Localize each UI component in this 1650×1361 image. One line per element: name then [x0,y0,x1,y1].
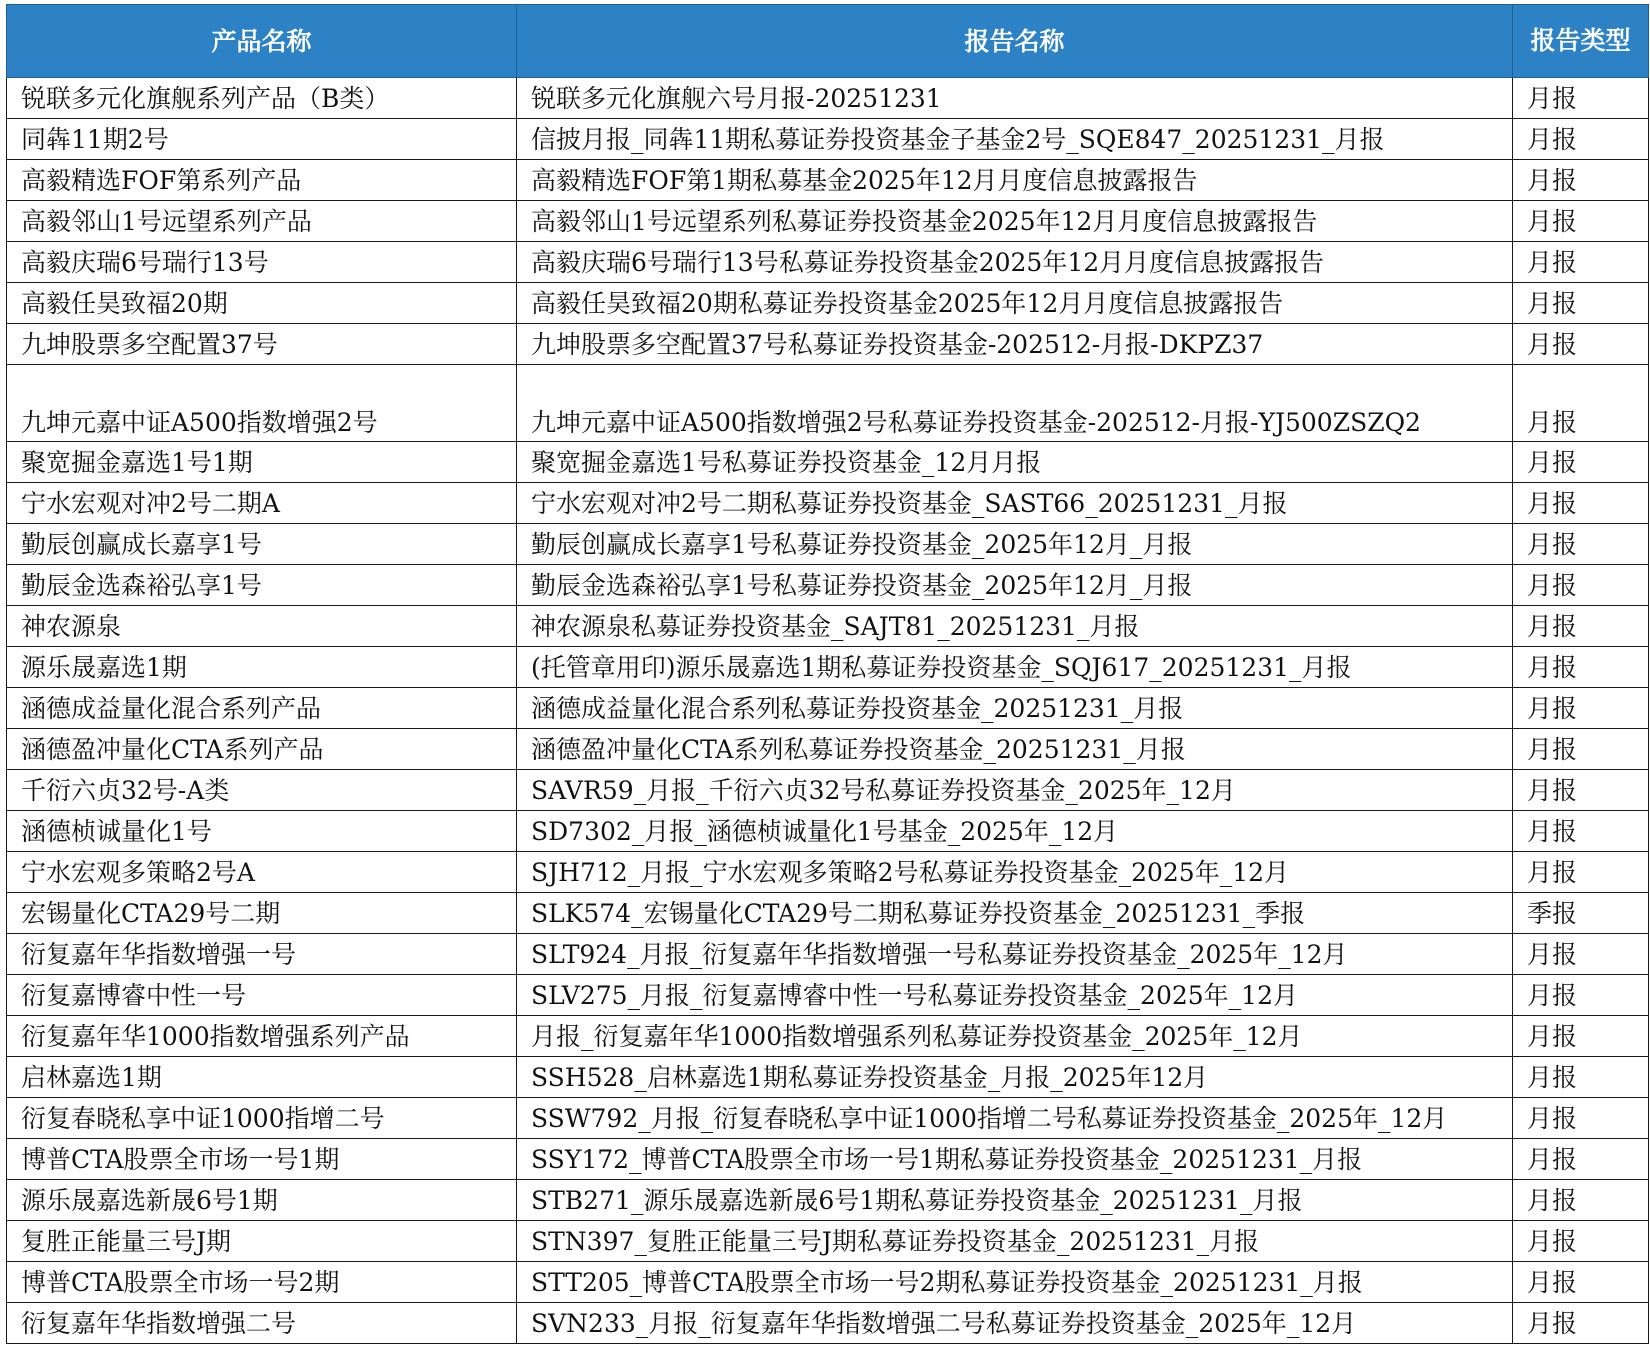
product-name-cell: 聚宽掘金嘉选1号1期 [7,442,517,483]
header-row [7,5,1649,78]
report-type-cell: 月报 [1513,606,1649,647]
report-type-cell: 月报 [1513,483,1649,524]
report-name-cell: SJH712_月报_宁水宏观多策略2号私募证券投资基金_2025年_12月 [517,852,1513,893]
report-name-cell: SVN233_月报_衍复嘉年华指数增强二号私募证券投资基金_2025年_12月 [517,1303,1513,1344]
report-name-cell: SD7302_月报_涵德桢诚量化1号基金_2025年_12月 [517,811,1513,852]
report-type-cell: 月报 [1513,1098,1649,1139]
report-name-cell: 高毅任昊致福20期私募证券投资基金2025年12月月度信息披露报告 [517,283,1513,324]
table-row[interactable] [7,1098,1649,1139]
report-type-cell: 季报 [1513,893,1649,934]
report-type-cell: 月报 [1513,688,1649,729]
product-name-cell: 宁水宏观对冲2号二期A [7,483,517,524]
report-type-cell: 月报 [1513,770,1649,811]
report-type-cell: 月报 [1513,442,1649,483]
table-row[interactable] [7,647,1649,688]
table-row[interactable] [7,852,1649,893]
report-name-cell: 信披月报_同犇11期私募证券投资基金子基金2号_SQE847_20251231_月报 [517,119,1513,160]
report-type-cell: 月报 [1513,160,1649,201]
table-row[interactable] [7,606,1649,647]
report-type-cell: 月报 [1513,242,1649,283]
product-name-cell: 宁水宏观多策略2号A [7,852,517,893]
product-name-cell: 神农源泉 [7,606,517,647]
report-name-cell: (托管章用印)源乐晟嘉选1期私募证券投资基金_SQJ617_20251231_月报 [517,647,1513,688]
report-type-cell: 月报 [1513,324,1649,365]
report-name-cell: 月报_衍复嘉年华1000指数增强系列私募证券投资基金_2025年_12月 [517,1016,1513,1057]
table-row[interactable] [7,1303,1649,1344]
product-name-cell: 衍复嘉博睿中性一号 [7,975,517,1016]
header-product-name[interactable]: 产品名称 [7,5,517,78]
report-name-cell: 锐联多元化旗舰六号月报-20251231 [517,78,1513,119]
report-name-cell: SLV275_月报_衍复嘉博睿中性一号私募证券投资基金_2025年_12月 [517,975,1513,1016]
report-name-cell: SSH528_启林嘉选1期私募证券投资基金_月报_2025年12月 [517,1057,1513,1098]
report-name-cell: 勤辰创赢成长嘉享1号私募证券投资基金_2025年12月_月报 [517,524,1513,565]
table-row[interactable] [7,1221,1649,1262]
product-name-cell: 衍复嘉年华指数增强二号 [7,1303,517,1344]
report-name-cell: 勤辰金选森裕弘享1号私募证券投资基金_2025年12月_月报 [517,565,1513,606]
report-name-cell: SAVR59_月报_千衍六贞32号私募证券投资基金_2025年_12月 [517,770,1513,811]
report-table [6,4,1649,1344]
product-name-cell: 勤辰创赢成长嘉享1号 [7,524,517,565]
report-type-cell: 月报 [1513,811,1649,852]
product-name-cell: 涵德桢诚量化1号 [7,811,517,852]
report-name-cell: 高毅庆瑞6号瑞行13号私募证券投资基金2025年12月月度信息披露报告 [517,242,1513,283]
report-name-cell: 涵德成益量化混合系列私募证券投资基金_20251231_月报 [517,688,1513,729]
report-name-cell: 高毅精选FOF第1期私募基金2025年12月月度信息披露报告 [517,160,1513,201]
table-row[interactable] [7,893,1649,934]
table-row[interactable] [7,160,1649,201]
report-name-cell: SLT924_月报_衍复嘉年华指数增强一号私募证券投资基金_2025年_12月 [517,934,1513,975]
report-name-cell: SSY172_博普CTA股票全市场一号1期私募证券投资基金_20251231_月报 [517,1139,1513,1180]
report-name-cell: SLK574_宏锡量化CTA29号二期私募证券投资基金_20251231_季报 [517,893,1513,934]
report-name-cell: 神农源泉私募证券投资基金_SAJT81_20251231_月报 [517,606,1513,647]
product-name-cell: 博普CTA股票全市场一号2期 [7,1262,517,1303]
table-row[interactable] [7,1057,1649,1098]
report-type-cell: 月报 [1513,283,1649,324]
report-type-cell: 月报 [1513,565,1649,606]
table-row[interactable] [7,1016,1649,1057]
table-body [7,78,1649,1344]
report-type-cell: 月报 [1513,524,1649,565]
report-type-cell: 月报 [1513,1221,1649,1262]
product-name-cell: 锐联多元化旗舰系列产品（B类） [7,78,517,119]
table-row[interactable] [7,811,1649,852]
table-row[interactable] [7,524,1649,565]
product-name-cell: 高毅邻山1号远望系列产品 [7,201,517,242]
product-name-cell: 衍复嘉年华1000指数增强系列产品 [7,1016,517,1057]
product-name-cell: 源乐晟嘉选新晟6号1期 [7,1180,517,1221]
report-name-cell: 九坤元嘉中证A500指数增强2号私募证券投资基金-202512-月报-YJ500ZSZQ2 [517,365,1513,442]
table-row[interactable] [7,565,1649,606]
table-row[interactable] [7,1180,1649,1221]
table-row[interactable] [7,483,1649,524]
report-type-cell: 月报 [1513,934,1649,975]
table-row[interactable] [7,729,1649,770]
product-name-cell: 同犇11期2号 [7,119,517,160]
report-type-cell: 月报 [1513,78,1649,119]
report-name-cell: 涵德盈冲量化CTA系列私募证券投资基金_20251231_月报 [517,729,1513,770]
report-name-cell: STT205_博普CTA股票全市场一号2期私募证券投资基金_20251231_月报 [517,1262,1513,1303]
table-row[interactable] [7,283,1649,324]
product-name-cell: 高毅庆瑞6号瑞行13号 [7,242,517,283]
product-name-cell: 高毅任昊致福20期 [7,283,517,324]
report-type-cell: 月报 [1513,975,1649,1016]
product-name-cell: 博普CTA股票全市场一号1期 [7,1139,517,1180]
report-type-cell: 月报 [1513,365,1649,442]
product-name-cell: 千衍六贞32号-A类 [7,770,517,811]
product-name-cell: 九坤元嘉中证A500指数增强2号 [7,365,517,442]
product-name-cell: 勤辰金选森裕弘享1号 [7,565,517,606]
product-name-cell: 衍复春晓私享中证1000指增二号 [7,1098,517,1139]
product-name-cell: 宏锡量化CTA29号二期 [7,893,517,934]
report-type-cell: 月报 [1513,201,1649,242]
report-name-cell: 高毅邻山1号远望系列私募证券投资基金2025年12月月度信息披露报告 [517,201,1513,242]
report-type-cell: 月报 [1513,1016,1649,1057]
report-name-cell: 聚宽掘金嘉选1号私募证券投资基金_12月月报 [517,442,1513,483]
product-name-cell: 衍复嘉年华指数增强一号 [7,934,517,975]
report-type-cell: 月报 [1513,852,1649,893]
table-row[interactable] [7,324,1649,365]
product-name-cell: 高毅精选FOF第系列产品 [7,160,517,201]
report-name-cell: 宁水宏观对冲2号二期私募证券投资基金_SAST66_20251231_月报 [517,483,1513,524]
table-row[interactable] [7,78,1649,119]
table-row[interactable] [7,1139,1649,1180]
table-row[interactable] [7,442,1649,483]
product-name-cell: 启林嘉选1期 [7,1057,517,1098]
product-name-cell: 源乐晟嘉选1期 [7,647,517,688]
table-row[interactable] [7,365,1649,442]
report-name-cell: STB271_源乐晟嘉选新晟6号1期私募证券投资基金_20251231_月报 [517,1180,1513,1221]
report-type-cell: 月报 [1513,1303,1649,1344]
report-type-cell: 月报 [1513,1262,1649,1303]
product-name-cell: 九坤股票多空配置37号 [7,324,517,365]
table-row[interactable] [7,201,1649,242]
report-name-cell: 九坤股票多空配置37号私募证券投资基金-202512-月报-DKPZ37 [517,324,1513,365]
table-row[interactable] [7,119,1649,160]
table-row[interactable] [7,1262,1649,1303]
product-name-cell: 复胜正能量三号J期 [7,1221,517,1262]
table-row[interactable] [7,688,1649,729]
report-type-cell: 月报 [1513,647,1649,688]
report-name-cell: STN397_复胜正能量三号J期私募证券投资基金_20251231_月报 [517,1221,1513,1262]
report-type-cell: 月报 [1513,119,1649,160]
report-type-cell: 月报 [1513,729,1649,770]
header-report-name[interactable]: 报告名称 [517,5,1513,78]
product-name-cell: 涵德成益量化混合系列产品 [7,688,517,729]
table-row[interactable] [7,770,1649,811]
product-name-cell: 涵德盈冲量化CTA系列产品 [7,729,517,770]
table-row[interactable] [7,975,1649,1016]
report-name-cell: SSW792_月报_衍复春晓私享中证1000指增二号私募证券投资基金_2025年_12月 [517,1098,1513,1139]
table-row[interactable] [7,242,1649,283]
table-row[interactable] [7,934,1649,975]
table-header [7,5,1649,78]
report-type-cell: 月报 [1513,1139,1649,1180]
report-type-cell: 月报 [1513,1057,1649,1098]
header-report-type[interactable]: 报告类型 [1513,5,1649,78]
report-type-cell: 月报 [1513,1180,1649,1221]
